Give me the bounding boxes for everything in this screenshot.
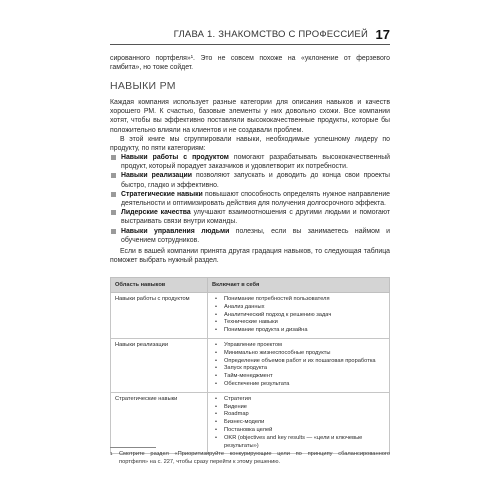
skill-item: • Стратегия [212,396,385,404]
bullet-item [110,208,390,226]
skill-item: • Видение [212,404,385,412]
column-header: Включает в себя [208,278,390,293]
bullet-item [110,190,390,208]
bullet-term: Навыки управления людьми [121,227,230,235]
footnote-text: Смотрите раздел «Приоритизируйте конкурирующие цели по принципу сбалансированного портфеля» на с. 227, чтобы сразу перейти к этому решению. [119,451,390,465]
bullet-item [110,153,390,171]
skill-items-cell [208,338,390,392]
square-bullet-icon [111,173,116,178]
footnote-mark: 1 [110,451,113,456]
skill-items-list [212,396,385,451]
skill-item: • Roadmap [212,411,385,419]
square-bullet-icon [111,229,116,234]
skill-item: • Управление проектом [212,342,385,350]
bullet-term: Лидерские качества [121,209,191,217]
column-header: Область навыков [111,278,208,293]
square-bullet-icon [111,155,116,160]
footnote-rule [110,447,156,448]
skill-area-cell: Стратегические навыки [111,392,208,454]
bullet-term: Стратегические навыки [121,190,203,198]
bullet-text: улучшают взаимоотношения с другими людьми и помогают выстраивать связи внутри команды. [121,209,390,226]
section-heading: НАВЫКИ РМ [110,80,176,92]
skills-table [110,277,390,454]
skill-items-list [212,296,385,335]
table-row [111,392,390,454]
bullet-item [110,227,390,245]
skills-bullet-list [110,153,390,245]
skill-item: • OKR (objectives and key results — «цели и ключевые результаты») [212,435,385,451]
bullet-text: повышают способность определять нужное направление деятельности и оптимизировать действия для получения долгосрочного эффекта. [121,190,390,208]
bullet-term: Навыки реализации [121,172,192,180]
skill-area-cell: Навыки реализации [111,338,208,392]
section-paragraphs [110,98,390,153]
skill-item: • Постановка целей [212,427,385,435]
table-intro-paragraph: Если в вашей компании принята другая градация навыков, то следующая таблица поможет выбрать нужный раздел. [110,248,390,265]
table-row [111,338,390,392]
skill-item: • Анализ данных [212,304,385,312]
table-intro-block [110,247,390,265]
footnote [110,451,390,466]
bullet-item [110,171,390,189]
skill-item: • Тайм-менеджмент [212,373,385,381]
skill-item: • Технические навыки [212,319,385,327]
bullet-text: позволяют запускать и доводить до конца свои проекты быстро, гладко и эффективно. [121,172,390,189]
paragraph: В этой книге мы сгруппировали навыки, необходимые успешному лидеру по продукту, по пяти категориям: [110,135,390,153]
skill-item: • Минимально жизнеспособные продукты [212,350,385,358]
skill-items-list [212,342,385,389]
skill-item: • Обеспечение результата [212,381,385,389]
bullet-text: полезны, если вы занимаетесь наймом и обучением сотрудников. [121,227,390,244]
page-number: 17 [375,27,390,42]
skill-area-cell: Навыки работы с продуктом [111,293,208,339]
bullet-text: помогают разрабатывать высококачественный продукт, который порадует заказчиков и удовлетворит их потребности. [121,154,390,171]
skill-item: • Запуск продукта [212,365,385,373]
square-bullet-icon [111,210,116,215]
skill-item: • Аналитический подход к решению задач [212,312,385,320]
header-rule [110,44,390,45]
bullet-term: Навыки работы с продуктом [121,154,229,161]
paragraph: Каждая компания использует разные категории для описания навыков и качеств хорошего РМ. К счастью, базовые элементы у них довольно схожи. Все компании хотят, чтобы вы эффективно поставляли высококачественные продукты, которые бы положительно влияли на клиентов и не создавали проблем. [110,99,390,134]
skill-item: • Понимание продукта и дизайна [212,327,385,335]
skill-items-cell [208,293,390,339]
skill-item: • Понимание потребностей пользователя [212,296,385,304]
intro-block [110,54,390,72]
intro-paragraph: сированного портфеля»¹. Это не совсем похоже на «уклонение от ферзевого гамбита», но тоже сойдет. [110,55,390,72]
chapter-title: ГЛАВА 1. ЗНАКОМСТВО С ПРОФЕССИЕЙ [173,29,368,40]
table-row [111,293,390,339]
skill-items-cell [208,392,390,454]
running-header [110,27,390,45]
skill-item: • Определение объемов работ и их пошаговая проработка [212,358,385,366]
table-header-row [111,278,390,293]
square-bullet-icon [111,192,116,197]
skill-item: • Бизнес-модели [212,419,385,427]
